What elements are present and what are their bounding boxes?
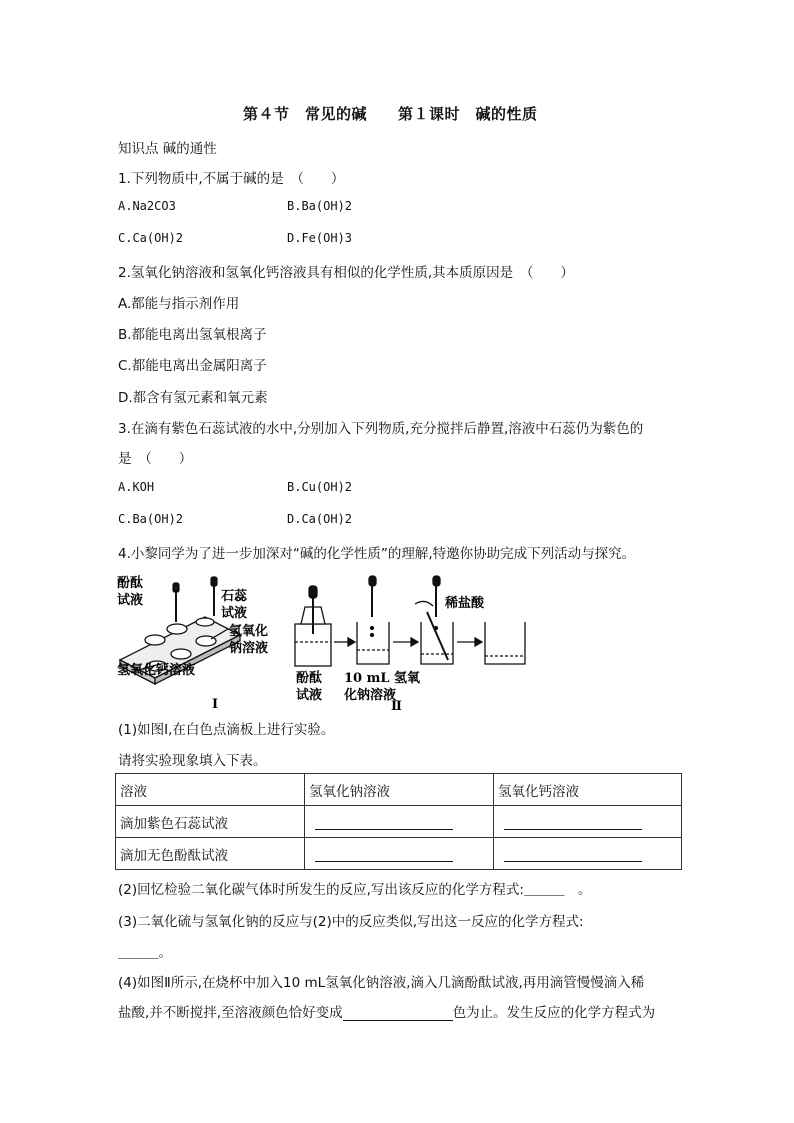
label-phenol-fig2: 酚酞 bbox=[296, 671, 323, 686]
q1-option-b: B.Ba(OH)2 bbox=[287, 199, 353, 213]
label-naoh-2: 钠溶液 bbox=[229, 641, 269, 656]
q2-option-a: A.都能与指示剂作用 bbox=[118, 296, 240, 312]
q4-part1: (1)如图Ⅰ,在白色点滴板上进行实验。 bbox=[118, 722, 335, 738]
label-phenol-2: 试液 bbox=[117, 593, 144, 608]
q4-part3-answer: ＿＿＿。 bbox=[118, 945, 172, 961]
label-naoh-fig2: 10 mL 氢氧 bbox=[344, 671, 421, 686]
q3-option-c: C.Ba(OH)2 bbox=[118, 512, 184, 526]
color-answer-blank[interactable] bbox=[343, 1006, 453, 1021]
page-title: 第４节 常见的碱 第１课时 碱的性质 bbox=[243, 105, 538, 123]
answer-blank[interactable] bbox=[494, 806, 682, 838]
table-header: 氢氧化钠溶液 bbox=[305, 774, 494, 806]
q4-part4-text-pre: 盐酸,并不断搅拌,至溶液颜色恰好变成 bbox=[118, 1005, 343, 1021]
label-litmus-2: 试液 bbox=[221, 606, 248, 621]
q3-stem-line1: 3.在滴有紫色石蕊试液的水中,分别加入下列物质,充分搅拌后静置,溶液中石蕊仍为紫色的 bbox=[118, 421, 644, 437]
q2-option-c: C.都能电离出金属阳离子 bbox=[118, 358, 267, 374]
q3-stem-line2: 是 （ ） bbox=[118, 451, 193, 467]
table-cell: 滴加无色酚酞试液 bbox=[116, 838, 305, 870]
q3-option-d: D.Ca(OH)2 bbox=[287, 512, 353, 526]
table-header-row bbox=[116, 774, 682, 806]
q4-part2: (2)回忆检验二氧化碳气体时所发生的反应,写出该反应的化学方程式:＿＿＿ 。 bbox=[118, 882, 592, 898]
label-caoh: 氢氧化钙溶液 bbox=[117, 663, 196, 678]
q4-stem: 4.小黎同学为了进一步加深对“碱的化学性质”的理解,特邀你协助完成下列活动与探究。 bbox=[118, 546, 636, 562]
q4-part4-line1: (4)如图Ⅱ所示,在烧杯中加入10 mL氢氧化钠溶液,滴入几滴酚酞试液,再用滴管慢慢滴入稀 bbox=[118, 975, 645, 991]
label-phenol-fig2-2: 试液 bbox=[296, 688, 323, 703]
table-cell: 滴加紫色石蕊试液 bbox=[116, 806, 305, 838]
table-header: 溶液 bbox=[116, 774, 305, 806]
figure-caption-1: Ⅰ bbox=[212, 697, 219, 712]
q2-option-b: B.都能电离出氢氧根离子 bbox=[118, 327, 267, 343]
q4-part3: (3)二氧化硫与氢氧化钠的反应与(2)中的反应类似,写出这一反应的化学方程式: bbox=[118, 914, 584, 930]
answer-blank[interactable] bbox=[305, 838, 494, 870]
figure-caption-2: Ⅱ bbox=[391, 699, 402, 714]
table-row bbox=[116, 838, 682, 870]
label-naoh-fig2-2: 化钠溶液 bbox=[344, 688, 397, 703]
answer-blank[interactable] bbox=[305, 806, 494, 838]
q1-option-c: C.Ca(OH)2 bbox=[118, 231, 184, 245]
q4-figure bbox=[115, 572, 545, 714]
label-litmus: 石蕊 bbox=[221, 589, 248, 604]
titration-figure bbox=[295, 576, 525, 666]
table-row bbox=[116, 806, 682, 838]
answer-blank[interactable] bbox=[494, 838, 682, 870]
q2-stem: 2.氢氧化钠溶液和氢氧化钙溶液具有相似的化学性质,其本质原因是 （ ） bbox=[118, 265, 574, 281]
dropper-icon bbox=[173, 577, 217, 622]
q1-option-d: D.Fe(OH)3 bbox=[287, 231, 353, 245]
q1-option-a: A.Na2CO3 bbox=[118, 199, 176, 213]
q4-part4-line2 bbox=[118, 1001, 655, 1021]
q4-part1-instruction: 请将实验现象填入下表。 bbox=[118, 753, 267, 769]
q4-part4-text-post: 色为止。发生反应的化学方程式为 bbox=[452, 1005, 656, 1021]
label-naoh: 氢氧化 bbox=[229, 624, 269, 639]
section-heading: 知识点 碱的通性 bbox=[118, 141, 217, 157]
q3-option-a: A.KOH bbox=[118, 480, 155, 494]
table-header: 氢氧化钙溶液 bbox=[494, 774, 682, 806]
label-phenol: 酚酞 bbox=[117, 576, 144, 591]
q1-stem: 1.下列物质中,不属于碱的是 （ ） bbox=[118, 171, 345, 187]
label-hcl: 稀盐酸 bbox=[445, 596, 485, 611]
q3-option-b: B.Cu(OH)2 bbox=[287, 480, 353, 494]
observation-table bbox=[115, 773, 682, 870]
q2-option-d: D.都含有氢元素和氧元素 bbox=[118, 390, 268, 406]
